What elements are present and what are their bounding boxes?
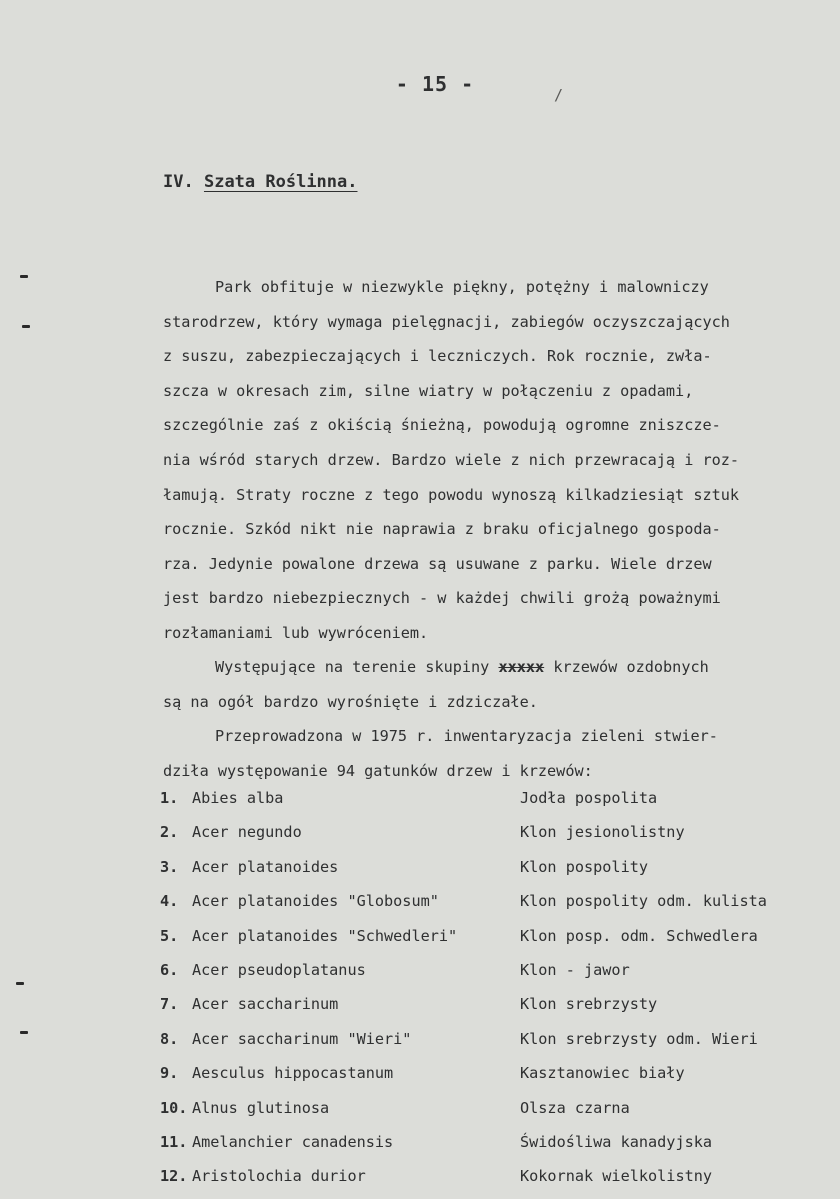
item-number: 8.	[160, 1029, 179, 1048]
polish-name: Świdośliwa kanadyjska	[520, 1132, 713, 1151]
text-line: rocznie. Szkód nikt nie naprawia z braku oficjalnego gospoda-	[163, 520, 721, 539]
item-number: 11.	[160, 1132, 188, 1151]
polish-name: Klon - jawor	[520, 960, 630, 979]
text-line: szcza w okresach zim, silne wiatry w połączeniu z opadami,	[163, 381, 694, 400]
stray-pen-mark: /	[554, 86, 564, 104]
text-line	[163, 650, 823, 685]
item-number: 10.	[160, 1098, 188, 1117]
latin-name: Acer platanoides "Globosum"	[192, 892, 439, 911]
text-fragment: Występujące na terenie skupiny	[215, 658, 499, 676]
list-item	[160, 1099, 830, 1133]
margin-punch-mark	[20, 1031, 28, 1034]
list-item	[160, 927, 830, 961]
page-number: - 15 -	[395, 72, 475, 96]
latin-name: Acer platanoides	[192, 857, 339, 876]
list-item	[160, 823, 830, 857]
struck-out-word: xxxxx	[498, 658, 545, 676]
item-number: 1.	[160, 789, 179, 807]
paragraph-storm-damage	[163, 270, 823, 651]
polish-name: Klon jesionolistny	[520, 823, 685, 842]
list-item	[160, 858, 830, 892]
section-numeral: IV.	[163, 172, 194, 192]
list-item	[160, 1133, 830, 1167]
section-title: Szata Roślinna.	[203, 172, 358, 192]
polish-name: Klon pospolity odm. kulista	[520, 892, 767, 911]
list-item	[160, 995, 830, 1029]
margin-punch-mark	[22, 325, 30, 328]
text-line: rza. Jedynie powalone drzewa są usuwane z parku. Wiele drzew	[163, 554, 712, 573]
text-fragment: krzewów ozdobnych	[544, 658, 709, 676]
polish-name: Klon pospolity	[520, 857, 649, 876]
polish-name: Klon srebrzysty	[520, 995, 658, 1014]
text-line: starodrzew, który wymaga pielęgnacji, zabiegów oczyszczających	[163, 312, 730, 331]
item-number: 4.	[160, 892, 179, 911]
item-number: 7.	[160, 995, 179, 1014]
latin-name: Acer pseudoplatanus	[192, 960, 366, 979]
text-line: rozłamaniami lub wywróceniem.	[163, 623, 429, 642]
item-number: 2.	[160, 823, 179, 842]
text-line: szczególnie zaś z okiścią śnieżną, powodują ogromne zniszcze-	[163, 416, 721, 435]
species-list	[160, 789, 830, 1199]
latin-name: Acer saccharinum "Wieri"	[192, 1029, 412, 1048]
polish-name: Kokornak wielkolistny	[520, 1167, 713, 1186]
polish-name: Klon srebrzysty odm. Wieri	[520, 1029, 758, 1048]
item-number: 12.	[160, 1167, 188, 1186]
list-item	[160, 1167, 830, 1199]
text-line: Przeprowadzona w 1975 r. inwentaryzacja zieleni stwier-	[215, 727, 718, 745]
text-line: Park obfituje w niezwykle piękny, potężny i malowniczy	[215, 278, 709, 296]
polish-name: Klon posp. odm. Schwedlera	[520, 926, 758, 945]
text-line: są na ogół bardzo wyrośnięte i zdziczałe.	[163, 692, 538, 711]
list-item	[160, 789, 830, 823]
latin-name: Aristolochia durior	[192, 1167, 366, 1186]
list-item	[160, 1064, 830, 1098]
text-line: nia wśród starych drzew. Bardzo wiele z nich przewracają i roz-	[163, 450, 740, 469]
latin-name: Acer negundo	[192, 823, 302, 842]
list-item	[160, 1030, 830, 1064]
text-line: z suszu, zabezpieczających i leczniczych. Rok rocznie, zwła-	[163, 347, 712, 366]
item-number: 9.	[160, 1064, 179, 1083]
latin-name: Abies alba	[192, 789, 284, 807]
latin-name: Aesculus hippocastanum	[192, 1064, 394, 1083]
margin-punch-mark	[16, 982, 24, 985]
list-item	[160, 961, 830, 995]
text-line: dziła występowanie 94 gatunków drzew i krzewów:	[163, 761, 593, 780]
latin-name: Alnus glutinosa	[192, 1098, 330, 1117]
item-number: 3.	[160, 857, 179, 876]
paragraph-shrubs	[163, 650, 823, 719]
polish-name: Olsza czarna	[520, 1098, 630, 1117]
text-line: łamują. Straty roczne z tego powodu wynoszą kilkadziesiąt sztuk	[163, 485, 740, 504]
margin-punch-mark	[20, 275, 28, 278]
latin-name: Acer platanoides "Schwedleri"	[192, 926, 458, 945]
section-heading	[163, 172, 358, 192]
polish-name: Jodła pospolita	[520, 789, 658, 807]
text-line: jest bardzo niebezpiecznych - w każdej chwili grożą poważnymi	[163, 589, 721, 608]
latin-name: Acer saccharinum	[192, 995, 339, 1014]
latin-name: Amelanchier canadensis	[192, 1132, 394, 1151]
paragraph-inventory	[163, 719, 823, 788]
list-item	[160, 892, 830, 926]
polish-name: Kasztanowiec biały	[520, 1064, 685, 1083]
item-number: 5.	[160, 926, 179, 945]
item-number: 6.	[160, 960, 179, 979]
